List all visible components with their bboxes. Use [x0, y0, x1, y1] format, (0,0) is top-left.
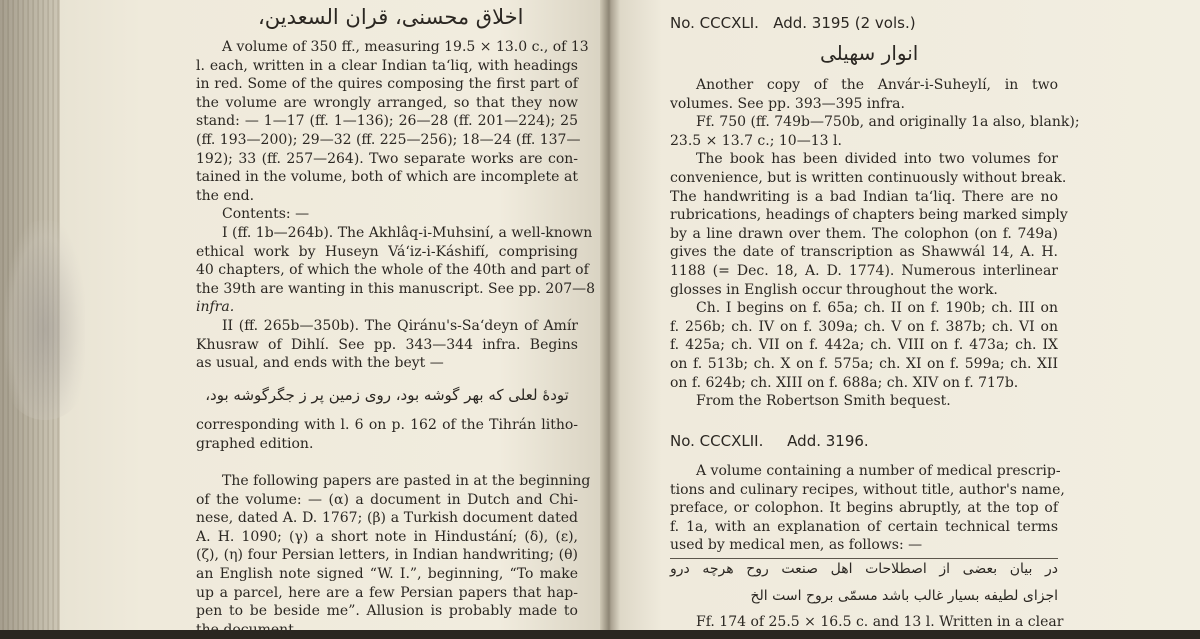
text-line: the volume are wrongly arranged, so that they now [196, 94, 578, 111]
text-line: f. 256b; ch. IV on f. 309a; ch. V on f. 387b; ch. VI on [670, 318, 1058, 335]
text-line: tions and culinary recipes, without title, author's name, [670, 481, 1065, 498]
text-line: Khusraw of Dihlí. See pp. 343—344 infra. Begins [196, 336, 578, 353]
text-line: Ff. 174 of 25.5 × 16.5 c. and 13 l. Written in a clear [696, 614, 1064, 630]
text-line: infra. [196, 299, 235, 316]
text-line: f. 425a; ch. VII on f. 442a; ch. VIII on f. 473a; ch. IX [670, 337, 1058, 354]
paper-clip [5, 220, 85, 420]
text-line: (ff. 193—200); 29—32 (ff. 225—256); 18—24 (ff. 137— [196, 131, 581, 148]
text-line: II (ff. 265b—350b). The Qiránu's-Sa‘deyn of Amír [222, 317, 578, 334]
text-line: an English note signed “W. I.”, beginning, “To make [196, 565, 578, 582]
text-line: rubrications, headings of chapters being marked simply [670, 207, 1068, 224]
text-line: The book has been divided into two volumes for [696, 151, 1058, 168]
text-line: gives the date of transcription as Shawwál 14, A. H. [670, 244, 1058, 261]
text-line: The handwriting is a bad Indian ta‘liq. There are no [670, 188, 1058, 205]
text-line: pen to be beside me”. Allusion is probably made to [196, 603, 578, 620]
text-line: the 39th are wanting in this manuscript. See pp. 207—8 [196, 280, 596, 297]
text-line: volumes. See pp. 393—395 infra. [670, 95, 905, 112]
contents-label: Contents: — [222, 206, 310, 223]
text-line: glosses in English occur throughout the work. [670, 281, 998, 298]
text-line: Ff. 750 (ff. 749b—750b, and originally 1a also, blank); [696, 114, 1080, 131]
left-title-arabic: اخلاق محسنی، قران السعدین، [258, 5, 524, 29]
text-line: up a parcel, here are a few Persian papers that hap- [196, 584, 578, 601]
text-line: I (ff. 1b—264b). The Akhlâq-i-Muhsiní, a well-known [222, 224, 593, 241]
text-line: in red. Some of the quires composing the first part of [196, 76, 578, 93]
text-line: ethical work by Huseyn Vá‘iz-i-Káshifí, comprising [196, 243, 578, 260]
text-line: Another copy of the Anvár-i-Suheylí, in two [696, 77, 1058, 93]
text-line: 23.5 × 13.7 c.; 10—13 l. [670, 132, 842, 149]
text-line: used by medical men, as follows: — [670, 537, 923, 554]
text-line: by a line drawn over them. The colophon (on f. 749a) [670, 225, 1058, 242]
left-paragraph-edition [196, 416, 578, 453]
text-line: 192); 33 (ff. 257—264). Two separate works are con- [196, 150, 578, 167]
entry-title-arabic: انوار سهیلی [820, 41, 919, 65]
right-paragraph-entry1 [670, 76, 1080, 411]
text-line: the end. [196, 187, 255, 204]
text-line: stand: — 1—17 (ff. 1—136); 26—28 (ff. 201—224); 25 [196, 113, 578, 130]
entry-heading-cccxlii: No. CCCXLII. Add. 3196. [670, 432, 869, 450]
right-paragraph-entry2 [670, 462, 1065, 555]
text-line: Ch. I begins on f. 65a; ch. II on f. 190b; ch. III on [696, 300, 1058, 317]
text-line: nese, dated A. D. 1767; (β) a Turkish document dated [196, 510, 578, 527]
text-line: graphed edition. [196, 435, 314, 452]
text-line: f. 1a, with an explanation of certain technical terms [670, 518, 1058, 535]
text-line: A volume containing a number of medical prescrip- [696, 463, 1061, 479]
text-line: on f. 624b; ch. XIII on f. 688a; ch. XIV on f. 717b. [670, 374, 1019, 391]
entry-heading-cccxli: No. CCCXLI. Add. 3195 (2 vols.) [670, 14, 916, 32]
text-line: corresponding with l. 6 on p. 162 of the Tihrán litho- [196, 417, 578, 433]
text-line: of the volume: — (α) a document in Dutch and Chi- [196, 491, 578, 508]
text-line: The following papers are pasted in at the beginning [222, 473, 591, 489]
text-line: tained in the volume, both of which are incomplete at [196, 169, 578, 186]
text-line: l. each, written in a clear Indian ta‘liq, with headings [196, 57, 578, 74]
text-line: the document... [196, 621, 308, 638]
bequest-line: From the Robertson Smith bequest. [696, 393, 951, 410]
quote-arabic-line-2: اجزای لطیفه بسیار غالب باشد مسمّی بروح است الخ [750, 588, 1058, 604]
text-line: 40 chapters, of which the whole of the 40th and part of [196, 262, 589, 279]
left-paragraph-papers [196, 472, 591, 639]
right-last-line [670, 613, 1064, 632]
book-gutter [600, 0, 620, 630]
quote-rule [670, 558, 1058, 559]
text-line: 1188 (= Dec. 18, A. D. 1774). Numerous interlinear [670, 262, 1058, 279]
text-line: on f. 513b; ch. X on f. 575a; ch. XI on f. 599a; ch. XII [670, 355, 1058, 372]
text-line: convenience, but is written continuously without break. [670, 169, 1067, 186]
text-line: preface, or colophon. It begins abruptly, at the top of [670, 500, 1058, 517]
text-line: A volume of 350 ff., measuring 19.5 × 13.0 c., of 13 [222, 39, 589, 55]
quote-arabic-line-1: در بیان بعضی از اصطلاحات اهل صنعت روح هرچه درو [670, 561, 1058, 577]
text-line: A. H. 1090; (γ) a short note in Hindustání; (δ), (ε), [196, 528, 578, 545]
beyt-arabic: تودهٔ لعلی که بهر گوشه بود، روی زمین پر ز جگرگوشه بود، [205, 386, 569, 404]
text-line: as usual, and ends with the beyt — [196, 355, 444, 372]
left-paragraph-description [196, 38, 596, 373]
text-line: (ζ), (η) four Persian letters, in Indian handwriting; (θ) [196, 547, 578, 564]
